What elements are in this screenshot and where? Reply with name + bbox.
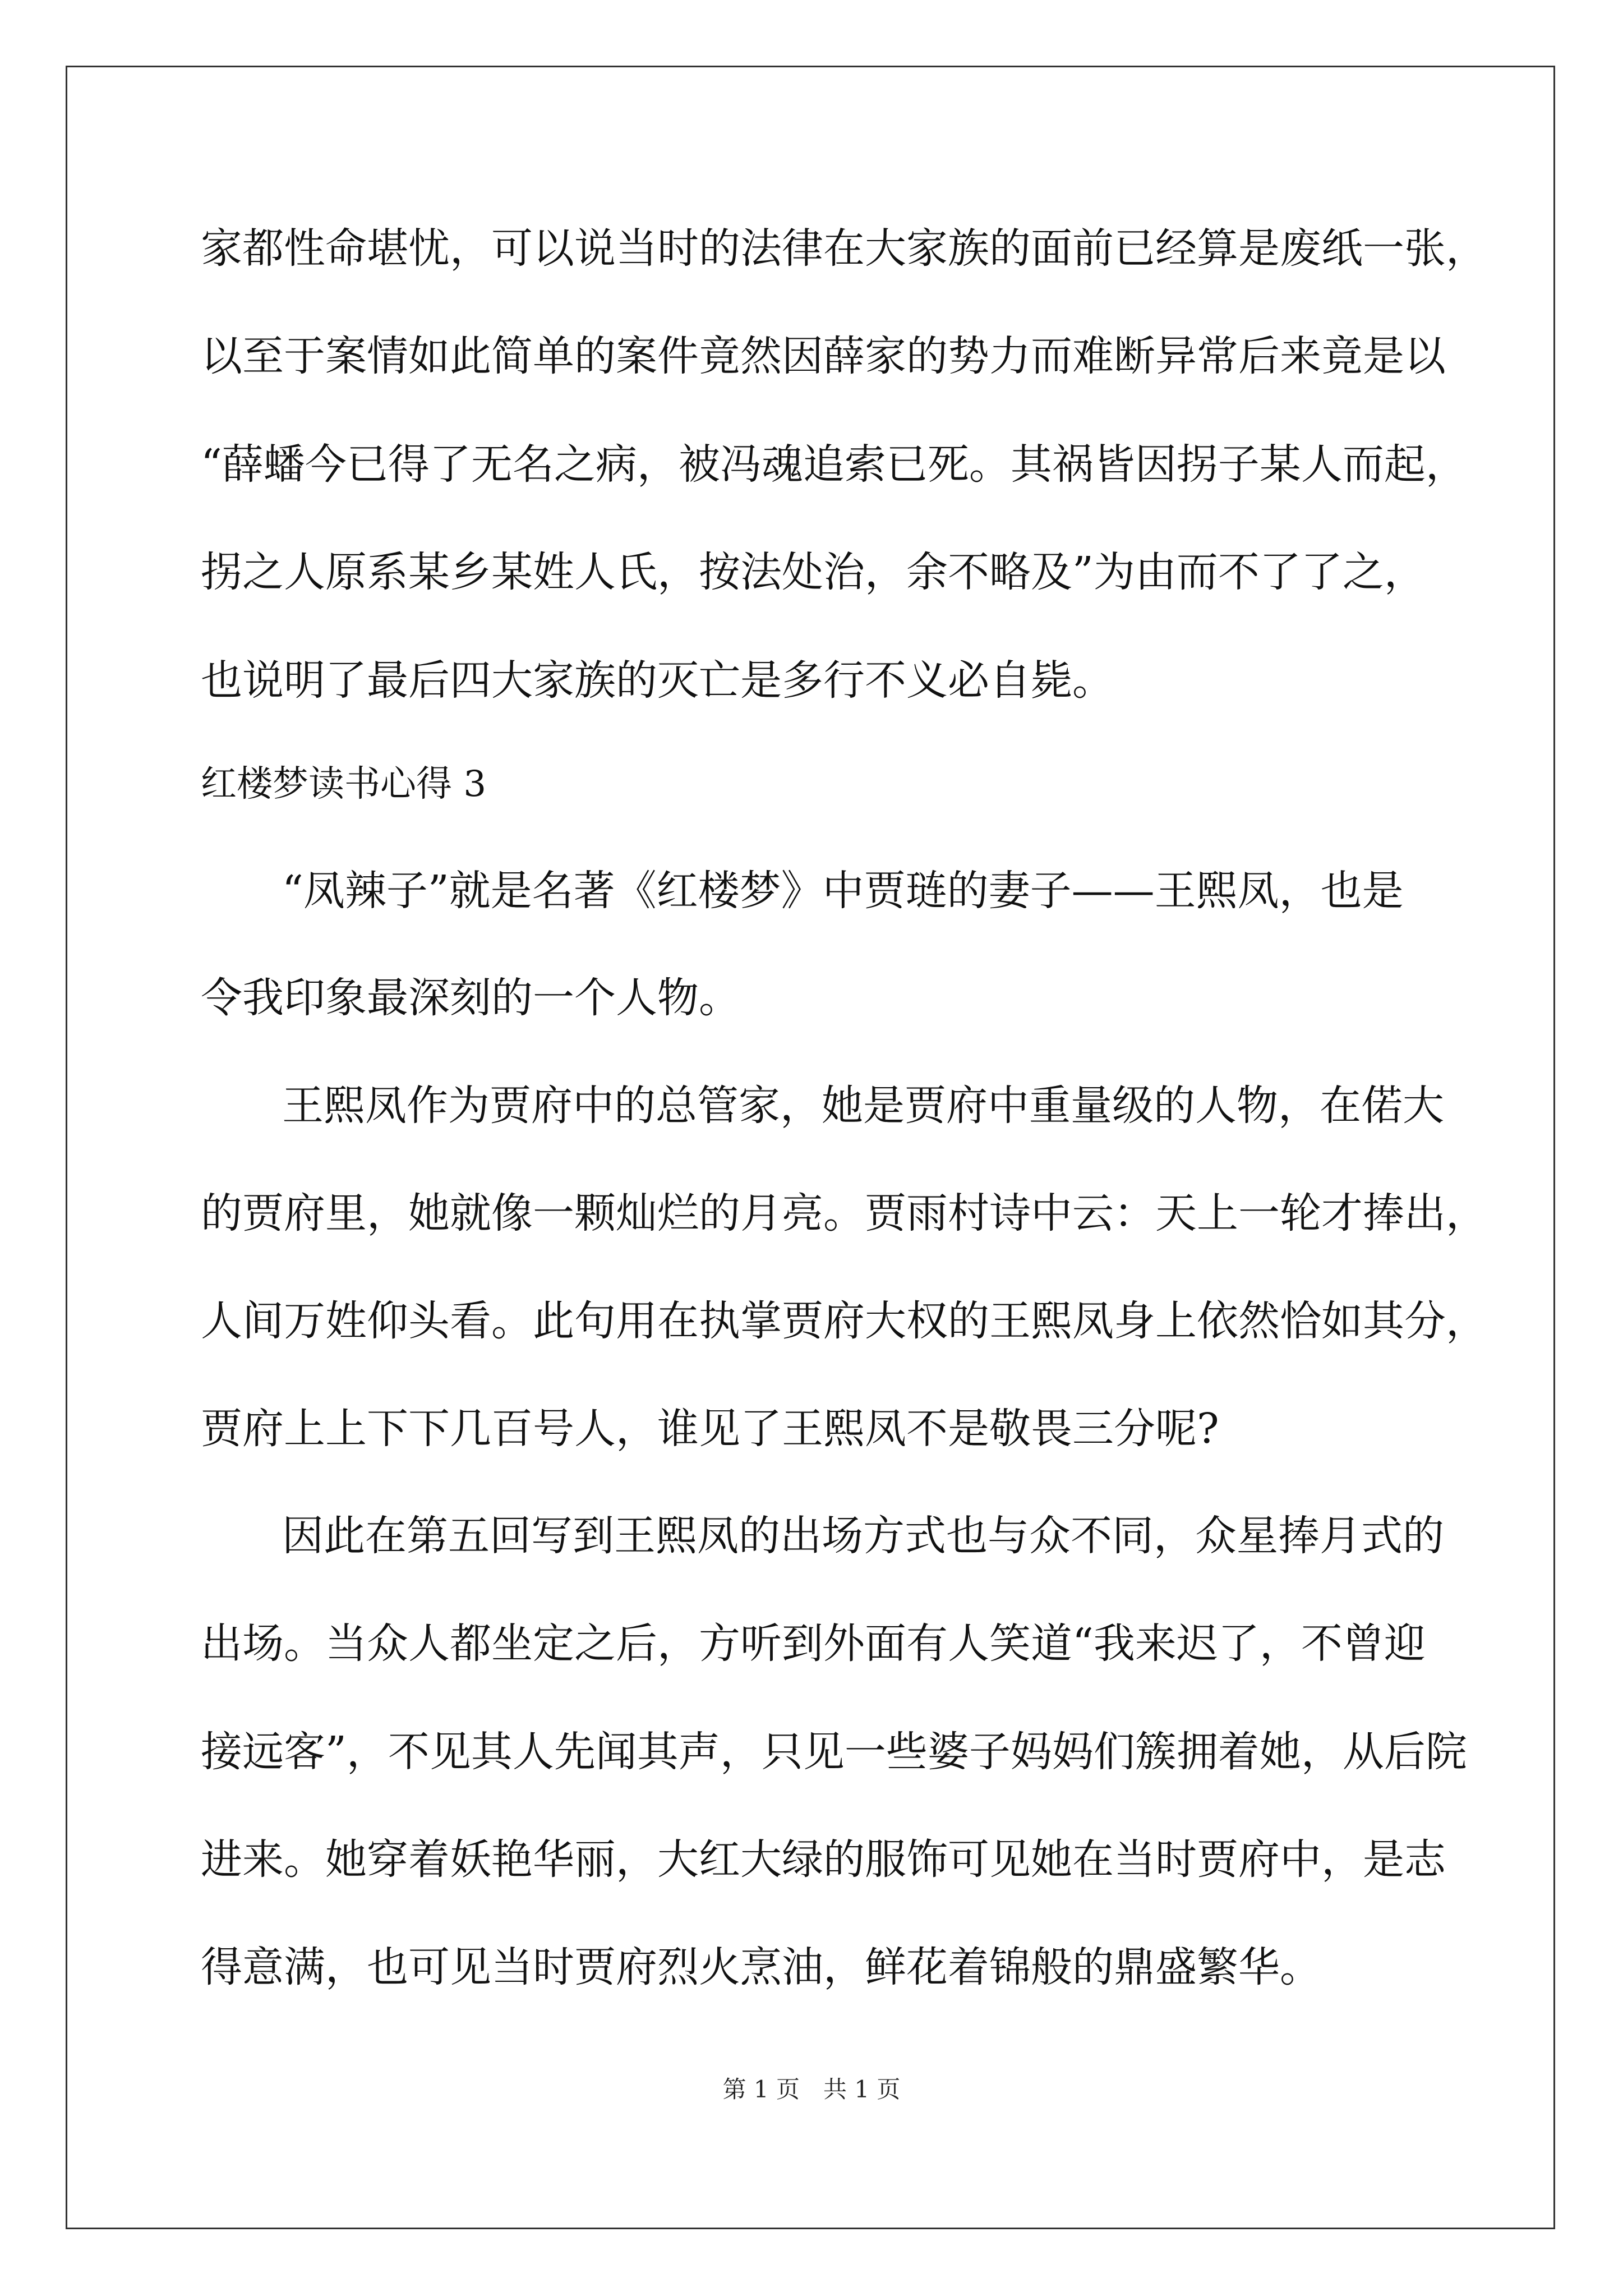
paragraph-line: “薛蟠今已得了无名之病，被冯魂追索已死。其祸皆因拐子某人而起， xyxy=(201,440,1467,489)
paragraph-line: 家都性命堪忧，可以说当时的法律在大家族的面前已经算是废纸一张， xyxy=(201,224,1487,273)
page-footer: 第 1 页 共 1 页 xyxy=(722,2076,901,2103)
paragraph-line: 接远客”，不见其人先闻其声，只见一些婆子妈妈们簇拥着她，从后院 xyxy=(201,1728,1467,1776)
paragraph-line: “凤辣子”就是名著《红楼梦》中贾琏的妻子——王熙凤，也是 xyxy=(282,867,1404,915)
paragraph-line: 得意满，也可见当时贾府烈火烹油，鲜花着锦般的鼎盛繁华。 xyxy=(201,1943,1321,1991)
page-border xyxy=(66,66,1555,2229)
paragraph-line: 王熙凤作为贾府中的总管家，她是贾府中重量级的人物，在偌大 xyxy=(282,1082,1444,1130)
paragraph-line: 人间万姓仰头看。此句用在执掌贾府大权的王熙凤身上依然恰如其分， xyxy=(201,1297,1487,1345)
paragraph-line: 出场。当众人都坐定之后，方听到外面有人笑道“我来迟了，不曾迎 xyxy=(201,1619,1426,1668)
paragraph-line: 令我印象最深刻的一个人物。 xyxy=(201,974,740,1022)
section-heading: 红楼梦读书心得 3 xyxy=(201,763,487,805)
paragraph-line: 的贾府里，她就像一颗灿烂的月亮。贾雨村诗中云：天上一轮才捧出， xyxy=(201,1189,1487,1237)
paragraph-line: 拐之人原系某乡某姓人氏，按法处治，余不略及”为由而不了了之， xyxy=(201,548,1426,596)
paragraph-line: 以至于案情如此简单的案件竟然因薛家的势力而难断异常后来竟是以 xyxy=(201,332,1446,380)
paragraph-line: 因此在第五回写到王熙凤的出场方式也与众不同，众星捧月式的 xyxy=(282,1512,1444,1560)
paragraph-line: 进来。她穿着妖艳华丽，大红大绿的服饰可见她在当时贾府中，是志 xyxy=(201,1835,1446,1884)
paragraph-line: 也说明了最后四大家族的灭亡是多行不义必自毙。 xyxy=(201,656,1114,705)
paragraph-line: 贾府上上下下几百号人，谁见了王熙凤不是敬畏三分呢? xyxy=(201,1405,1219,1453)
